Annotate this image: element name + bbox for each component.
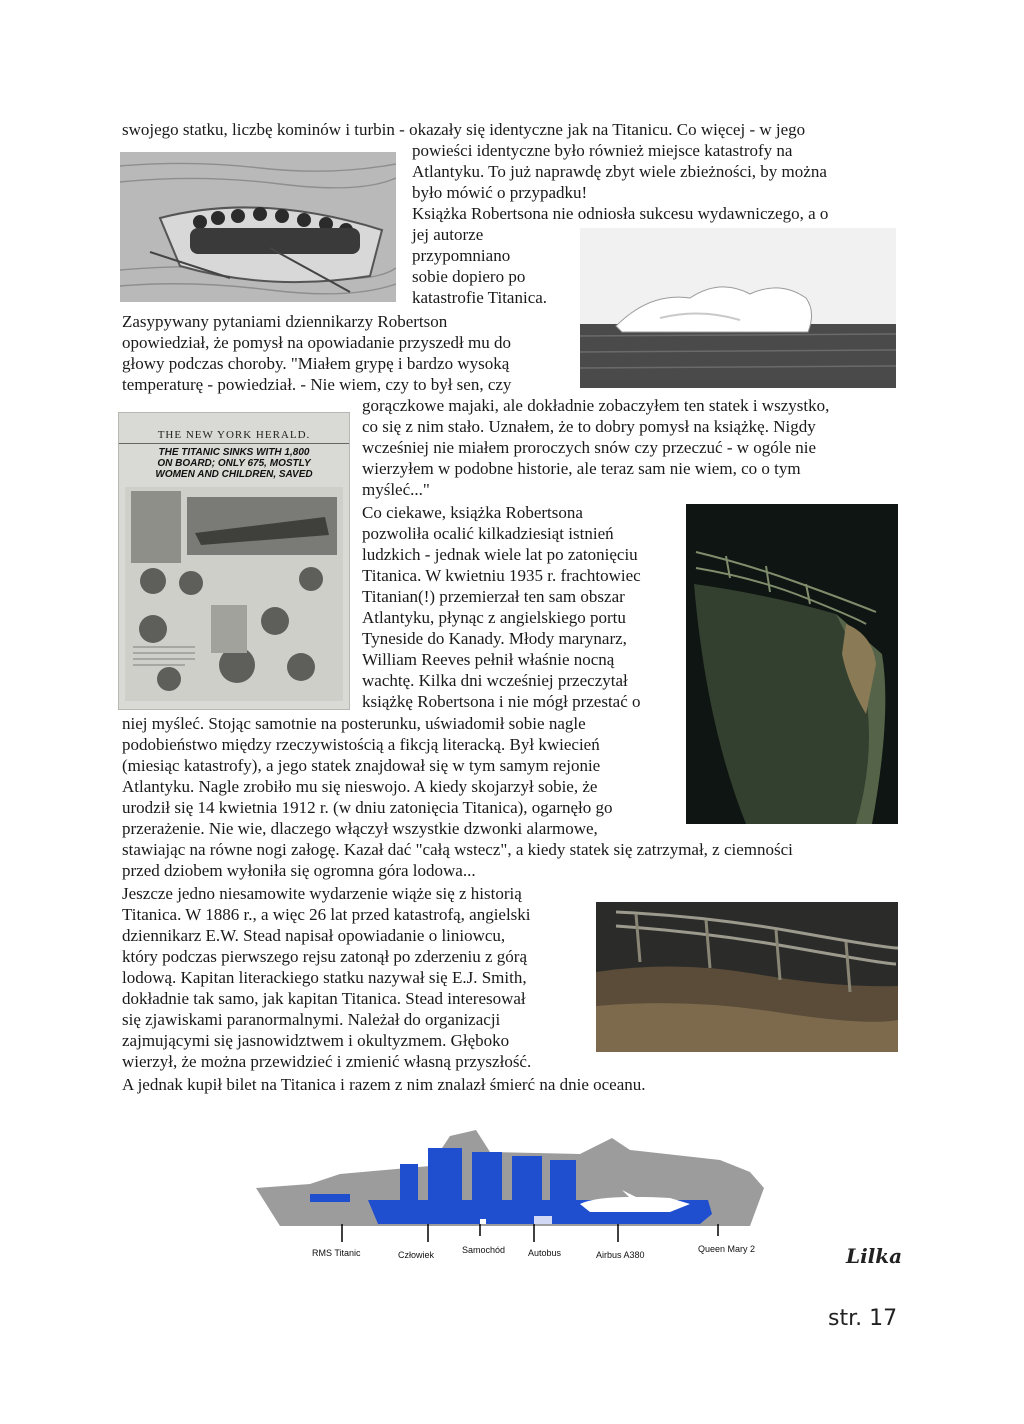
text-line: Titanica. W kwietniu 1935 r. frachtowiec [362,566,641,585]
page-number: str. 17 [828,1306,898,1331]
text-line: gorączkowe majaki, ale dokładnie zobaczyłem ten statek i wszystko, [362,396,830,415]
text-line: Atlantyku, płynąc z angielskiego portu [362,608,626,627]
text-line: swojego statku, liczbę kominów i turbin - okazały się identyczne jak na Titanicu. Co więcej - w jego [122,120,806,139]
label-car: Samochód [462,1245,506,1255]
text-line: co się z nim stało. Uznałem, że to dobry pomysł na książkę. Nigdy [362,417,816,436]
iceberg-photo [580,228,896,388]
text-line: dokładnie tak samo, jak kapitan Titanica. Stead interesował [122,989,526,1008]
newspaper-collage [125,487,343,701]
wreck-railing-photo [596,902,898,1052]
text-line: wcześniej nie miałem proroczych snów czy przeczuć - w ogóle nie [362,438,817,457]
text-line: katastrofie Titanica. [412,288,548,307]
text-line: było mówić o przypadku! [412,183,588,202]
text-line: przypomniano [412,246,511,265]
text-line: Atlantyku. To już naprawdę zbyt wiele zbieżności, by można [412,162,827,181]
text-line: zajmującymi się jasnowidztwem i okultyzmem. Głęboko [122,1031,510,1050]
text-line: wierzyłem w podobne historie, ale teraz sam nie wiem, co o tym [362,459,801,478]
ship-size-comparison-diagram [250,1124,770,1242]
text-line: Jeszcze jedno niesamowite wydarzenie wiąże się z historią [122,884,522,903]
label-human: Człowiek [398,1250,435,1260]
author-signature: Lilka [846,1244,903,1268]
newspaper-masthead: THE NEW YORK HERALD. [119,429,349,444]
text-line: Titanica. W 1886 r., a więc 26 lat przed katastrofą, angielski [122,905,531,924]
text-line: jej autorze [412,225,484,244]
text-line: książkę Robertsona i nie mógł przestać o [362,692,641,711]
text-line: lodową. Kapitan literackiego statku nazywał się E.J. Smith, [122,968,527,987]
text-line: się zjawiskami paranormalnymi. Należał do organizacji [122,1010,501,1029]
text-line: dziennikarz E.W. Stead napisał opowiadanie o liniowcu, [122,926,506,945]
label-airbus: Airbus A380 [596,1250,645,1260]
text-line: wierzył, że można przewidzieć i zmienić własną przyszłość. [122,1052,532,1071]
text-line: wachtę. Kilka dni wcześniej przeczytał [362,671,628,690]
newspaper-headline: THE TITANIC SINKS WITH 1,800 ON BOARD; ONLY 675, MOSTLY WOMEN AND CHILDREN, SAVED [155,447,313,480]
text-line: niej myśleć. Stojąc samotnie na posterunku, uświadomił sobie nagle [122,714,586,733]
text-line: stawiając na równe nogi załogę. Kazał dać "całą wstecz", a kiedy statek się zatrzymał, z ciemności [122,840,793,859]
text-line: (miesiąc katastrofy), a jego statek znajdował się w tym samym rejonie [122,756,601,775]
text-line: A jednak kupił bilet na Titanica i razem z nim znalazł śmierć na dnie oceanu. [122,1075,646,1094]
text-line: Co ciekawe, książka Robertsona [362,503,583,522]
newspaper-clipping [118,412,350,710]
text-line: przed dziobem wyłoniła się ogromna góra lodowa... [122,861,476,880]
bus-silhouette [534,1216,552,1224]
label-queen-mary: Queen Mary 2 [698,1244,756,1254]
text-line: myśleć..." [362,480,430,499]
text-line: głowy podczas choroby. "Miałem grypę i bardzo wysoką [122,354,510,373]
text-line: Zasypywany pytaniami dziennikarzy Robertson [122,312,448,331]
label-rms-titanic: RMS Titanic [312,1248,361,1258]
wreck-bow-photo [686,504,898,824]
text-line: który podczas pierwszego rejsu zatonął po zderzeniu z górą [122,947,527,966]
text-line: Titanian(!) przemierzał ten sam obszar [362,587,625,606]
lifeboat-photo [120,152,396,302]
text-line: powieści identyczne było również miejsce katastrofy na [412,141,793,160]
car-silhouette [480,1219,486,1224]
text-line: Tyneside do Kanady. Młody marynarz, [362,629,627,648]
text-line: temperaturę - powiedział. - Nie wiem, czy to był sen, czy [122,375,512,394]
text-line: przerażenie. Nie wie, dlaczego włączył wszystkie dzwonki alarmowe, [122,819,598,838]
text-line: podobieństwo między rzeczywistością a fikcją literacką. Był kwiecień [122,735,600,754]
text-line: ludzkich - jednak wiele lat po zatonięciu [362,545,638,564]
text-line: Książka Robertsona nie odniosła sukcesu wydawniczego, a o [412,204,829,223]
text-line: sobie dopiero po [412,267,526,286]
text-line: William Reeves pełnił właśnie nocną [362,650,615,669]
text-line: opowiedział, że pomysł na opowiadanie przyszedł mu do [122,333,511,352]
text-line: pozwoliła ocalić kilkadziesiąt istnień [362,524,614,543]
text-line: urodził się 14 kwietnia 1912 r. (w dniu zatonięcia Titanica), ogarnęło go [122,798,613,817]
label-bus: Autobus [528,1248,562,1258]
text-line: Atlantyku. Nagle zrobiło mu się nieswojo. A kiedy skojarzył sobie, że [122,777,598,796]
